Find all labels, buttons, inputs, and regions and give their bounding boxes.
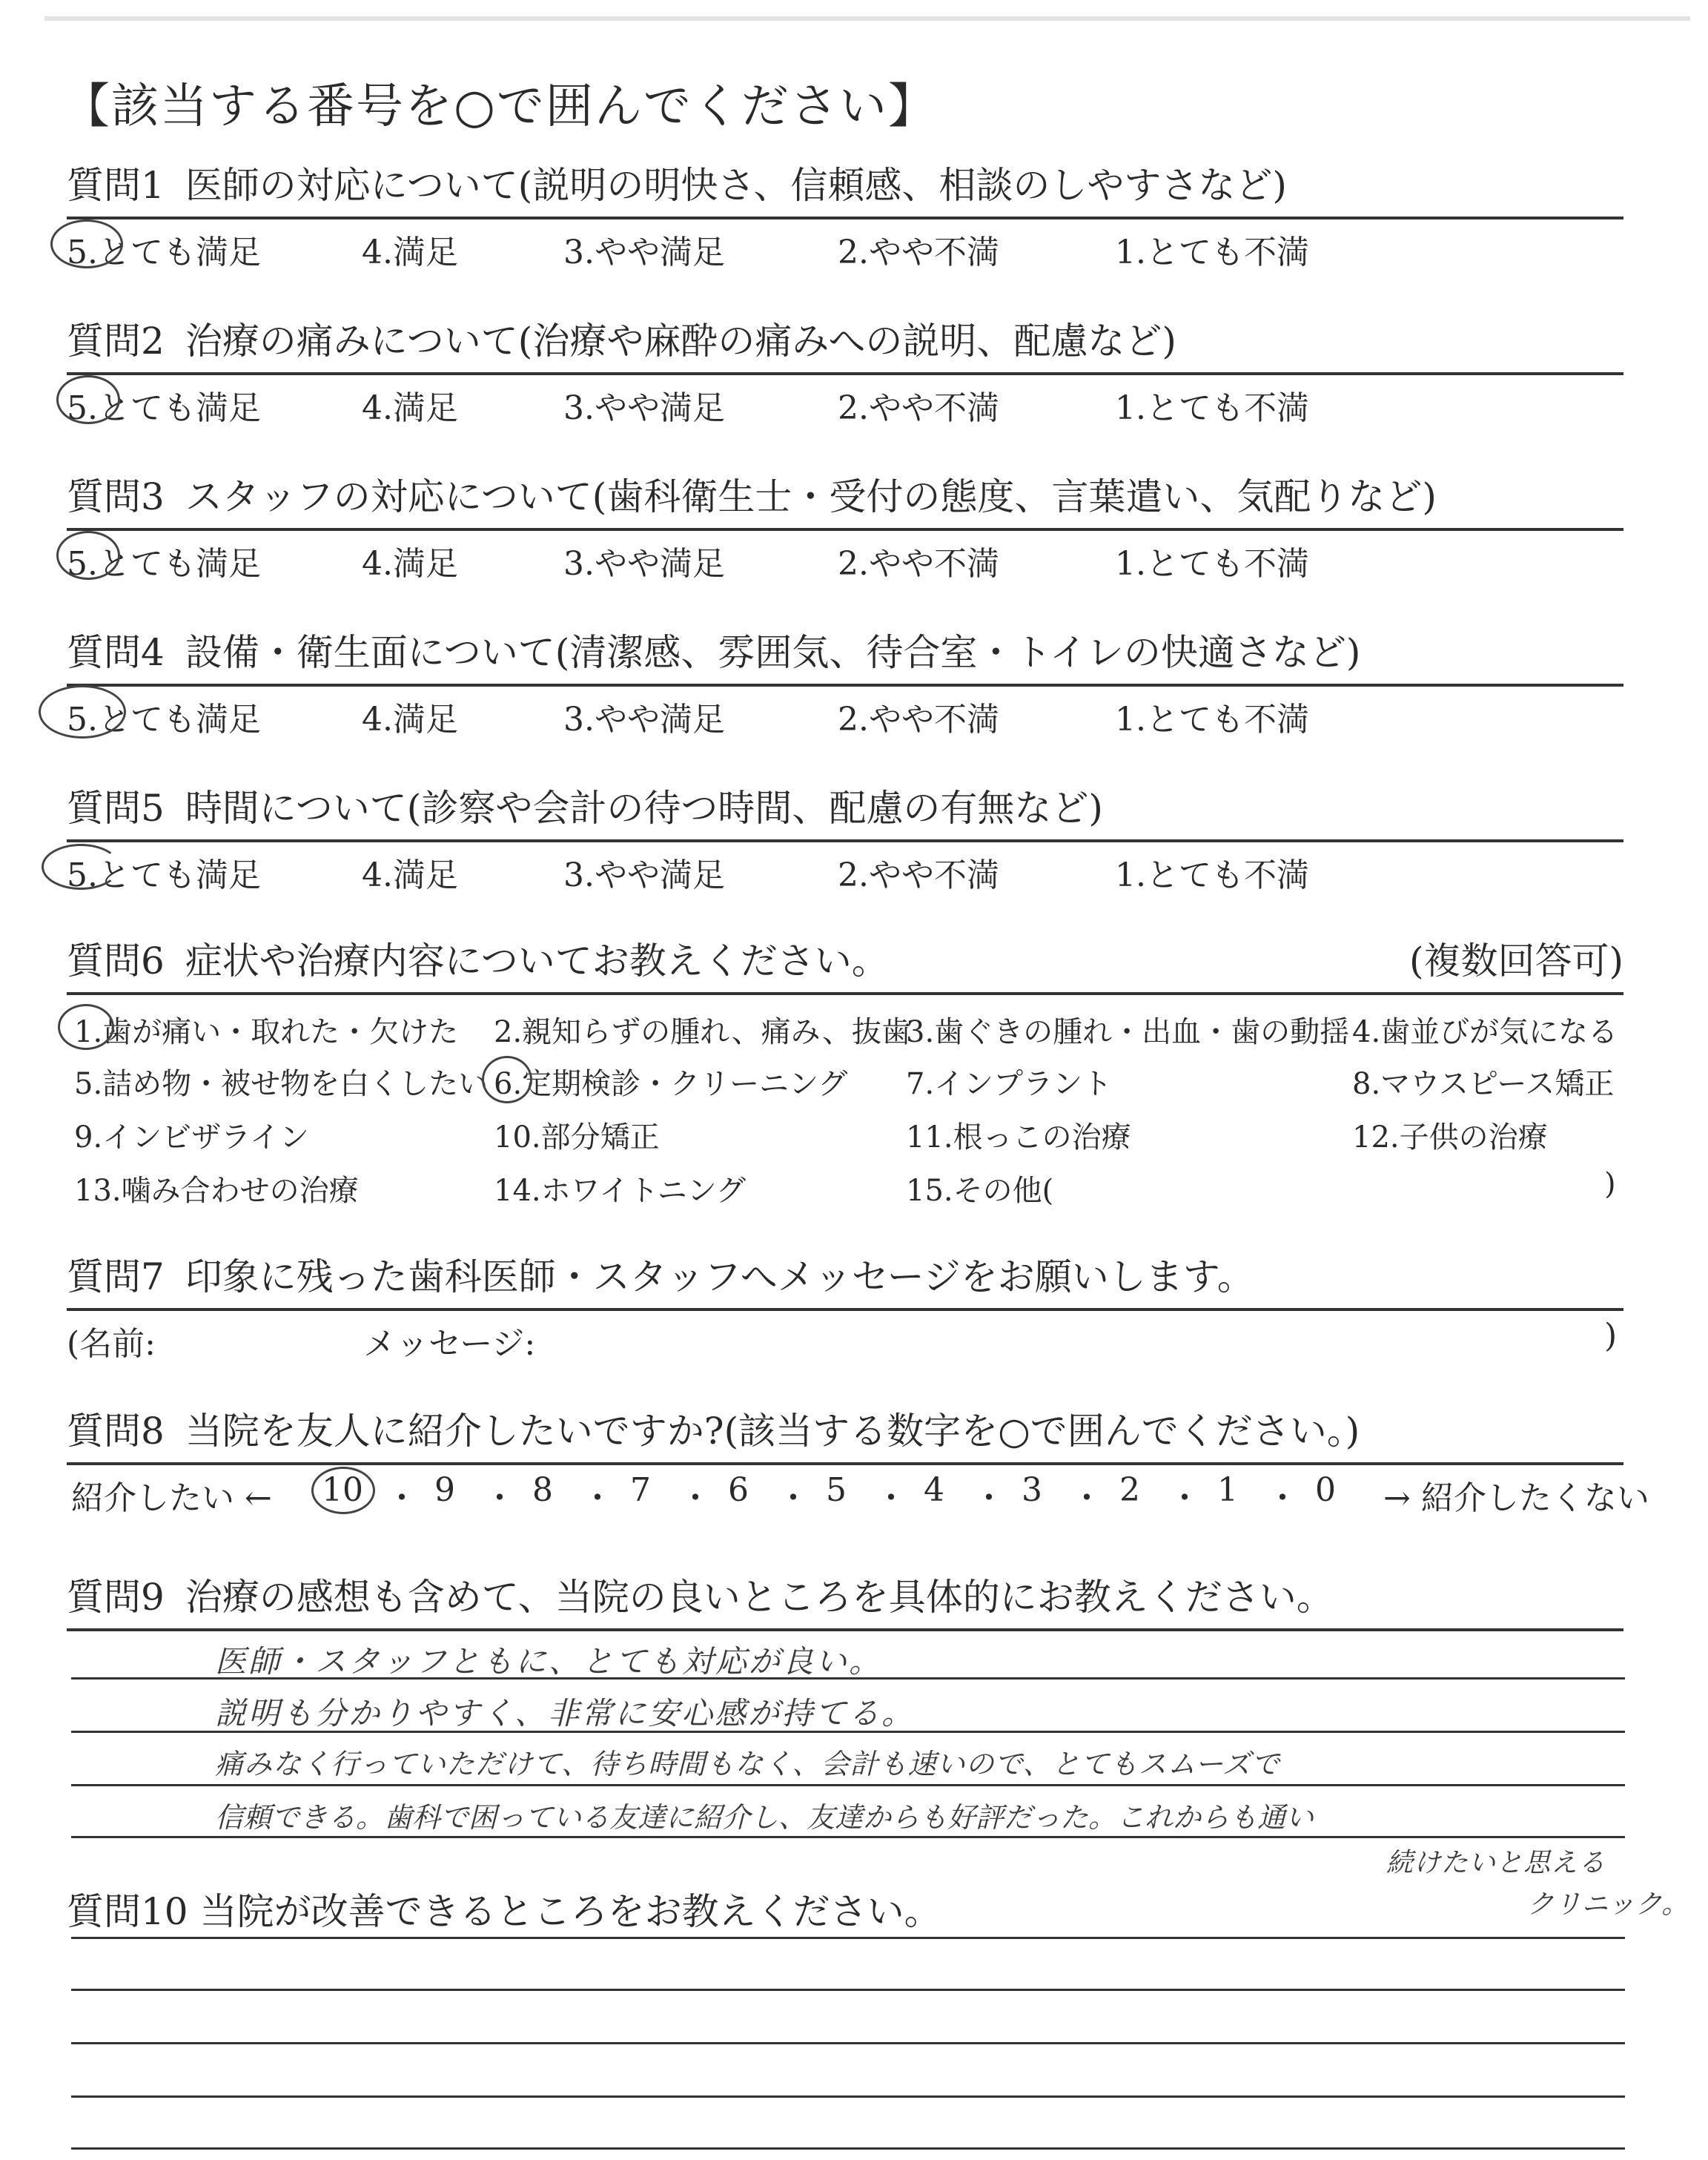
separator-dot: ・ xyxy=(679,1479,712,1517)
other-close-paren: ) xyxy=(1604,1167,1616,1201)
question-label: 質問5 xyxy=(67,787,165,830)
question-7 xyxy=(67,1253,1623,1363)
treatment-options xyxy=(67,995,1623,1210)
score-9[interactable]: 9 xyxy=(434,1471,455,1509)
question-text: 印象に残った歯科医師・スタッフへメッセージをお願いします。 xyxy=(185,1255,1254,1298)
treatment-option-12[interactable]: 12.子供の治療 xyxy=(1352,1120,1548,1155)
option-2[interactable]: 2.やや不満 xyxy=(838,856,999,894)
recommend-left-label: 紹介したい ← xyxy=(71,1479,272,1517)
rating-options xyxy=(67,375,1623,427)
option-5[interactable]: 5.とても満足 xyxy=(67,545,261,583)
answer-line xyxy=(71,2147,1625,2150)
option-1[interactable]: 1.とても不満 xyxy=(1115,856,1309,894)
option-1[interactable]: 1.とても不満 xyxy=(1115,701,1309,739)
treatment-option-15[interactable]: 15.その他( xyxy=(906,1174,1054,1208)
separator-dot: ・ xyxy=(875,1479,907,1517)
answer-line xyxy=(71,2095,1625,2098)
page-title: 【該当する番号を○で囲んでください】 xyxy=(62,79,937,134)
question-label: 質問4 xyxy=(67,631,165,674)
score-10[interactable]: 10 xyxy=(322,1471,363,1509)
question-label: 質問7 xyxy=(67,1255,165,1298)
question-text: 時間について(診察や会計の待つ時間、配慮の有無など) xyxy=(185,787,1103,830)
option-3[interactable]: 3.やや満足 xyxy=(563,701,725,739)
score-5[interactable]: 5 xyxy=(826,1471,847,1509)
treatment-option-11[interactable]: 11.根っこの治療 xyxy=(906,1120,1131,1155)
handwritten-margin-2: クリニック。 xyxy=(1527,1889,1689,1920)
question-3 xyxy=(67,473,1623,583)
option-5[interactable]: 5.とても満足 xyxy=(67,701,261,739)
question-text: スタッフの対応について(歯科衛生士・受付の態度、言葉遣い、気配りなど) xyxy=(185,475,1437,518)
question-5 xyxy=(67,785,1623,894)
treatment-option-4[interactable]: 4.歯並びが気になる xyxy=(1352,1015,1618,1049)
recommend-right-label: → 紹介したくない xyxy=(1383,1479,1649,1517)
handwritten-answer-line-2: 説明も分かりやすく、非常に安心感が持てる。 xyxy=(215,1695,916,1731)
treatment-option-2[interactable]: 2.親知らずの腫れ、痛み、抜歯 xyxy=(494,1015,911,1049)
rating-options xyxy=(67,219,1623,271)
separator-dot: ・ xyxy=(385,1479,418,1517)
recommend-scale xyxy=(67,1465,1649,1517)
answer-line xyxy=(71,1784,1625,1786)
separator-dot: ・ xyxy=(973,1479,1005,1517)
score-2[interactable]: 2 xyxy=(1119,1471,1140,1509)
handwritten-answer-line-3: 痛みなく行っていただけて、待ち時間もなく、会計も速いので、とてもスムーズで xyxy=(215,1748,1280,1780)
close-paren: ) xyxy=(1604,1317,1618,1355)
question-1 xyxy=(67,162,1623,271)
question-9 xyxy=(67,1573,1623,1631)
question-6 xyxy=(67,937,1623,1210)
question-label: 質問1 xyxy=(67,164,165,207)
question-text: 治療の感想も含めて、当院の良いところを具体的にお教えください。 xyxy=(185,1576,1334,1619)
question-text: 治療の痛みについて(治療や麻酔の痛みへの説明、配慮など) xyxy=(185,320,1176,363)
score-6[interactable]: 6 xyxy=(728,1471,749,1509)
answer-line xyxy=(71,2042,1625,2044)
rating-options xyxy=(67,687,1623,739)
question-4 xyxy=(67,629,1623,739)
score-8[interactable]: 8 xyxy=(532,1471,553,1509)
option-4[interactable]: 4.満足 xyxy=(362,389,458,427)
separator-dot: ・ xyxy=(777,1479,810,1517)
treatment-option-13[interactable]: 13.噛み合わせの治療 xyxy=(74,1174,359,1208)
question-label: 質問9 xyxy=(67,1576,165,1619)
option-4[interactable]: 4.満足 xyxy=(362,701,458,739)
handwritten-margin-1: 続けたいと思える xyxy=(1386,1848,1606,1878)
answer-line xyxy=(71,1989,1625,1991)
score-4[interactable]: 4 xyxy=(924,1471,944,1509)
treatment-option-6[interactable]: 6.定期検診・クリーニング xyxy=(494,1067,848,1101)
question-label: 質問2 xyxy=(67,320,165,363)
question-text: 設備・衛生面について(清潔感、雰囲気、待合室・トイレの快適さなど) xyxy=(185,631,1361,674)
treatment-option-8[interactable]: 8.マウスピース矯正 xyxy=(1352,1067,1615,1101)
option-4[interactable]: 4.満足 xyxy=(362,545,458,583)
separator-dot: ・ xyxy=(483,1479,516,1517)
question-text: 当院が改善できるところをお教えください。 xyxy=(199,1890,941,1933)
question-10 xyxy=(67,1888,1475,1935)
treatment-option-3[interactable]: 3.歯ぐきの腫れ・出血・歯の動揺 xyxy=(906,1015,1350,1049)
option-5[interactable]: 5.とても満足 xyxy=(67,234,261,271)
message-label: メッセージ: xyxy=(363,1325,536,1363)
option-3[interactable]: 3.やや満足 xyxy=(563,389,725,427)
question-text: 症状や治療内容についてお教えください。 xyxy=(185,939,889,982)
option-2[interactable]: 2.やや不満 xyxy=(838,545,999,583)
question-text: 医師の対応について(説明の明快さ、信頼感、相談のしやすさなど) xyxy=(185,164,1287,207)
top-border xyxy=(44,16,1690,21)
option-2[interactable]: 2.やや不満 xyxy=(838,234,999,271)
score-3[interactable]: 3 xyxy=(1022,1471,1042,1509)
option-1[interactable]: 1.とても不満 xyxy=(1115,545,1309,583)
option-2[interactable]: 2.やや不満 xyxy=(838,701,999,739)
question-label: 質問8 xyxy=(67,1410,165,1453)
divider xyxy=(67,1628,1623,1631)
option-3[interactable]: 3.やや満足 xyxy=(563,545,725,583)
score-0[interactable]: 0 xyxy=(1315,1471,1336,1509)
treatment-option-5[interactable]: 5.詰め物・被せ物を白くしたい xyxy=(74,1067,489,1101)
multiple-answers-note: (複数回答可) xyxy=(1409,939,1623,982)
answer-line xyxy=(71,1836,1625,1838)
treatment-option-7[interactable]: 7.インプラント xyxy=(906,1067,1113,1101)
answer-line xyxy=(71,1937,1625,1939)
treatment-option-14[interactable]: 14.ホワイトニング xyxy=(494,1174,747,1208)
question-8 xyxy=(67,1407,1649,1517)
treatment-option-9[interactable]: 9.インビザライン xyxy=(74,1120,309,1155)
option-5[interactable]: 5.とても満足 xyxy=(67,856,261,894)
question-2 xyxy=(67,317,1623,427)
treatment-option-10[interactable]: 10.部分矯正 xyxy=(494,1120,660,1155)
option-1[interactable]: 1.とても不満 xyxy=(1115,389,1309,427)
option-3[interactable]: 3.やや満足 xyxy=(563,234,725,271)
handwritten-answer-line-1: 医師・スタッフともに、とても対応が良い。 xyxy=(215,1643,883,1680)
option-5[interactable]: 5.とても満足 xyxy=(67,389,261,427)
handwritten-answer-line-4: 信頼できる。歯科で困っている友達に紹介し、友達からも好評だった。これからも通い xyxy=(215,1801,1314,1834)
score-1[interactable]: 1 xyxy=(1217,1471,1238,1509)
question-label: 質問6 xyxy=(67,939,165,982)
option-2[interactable]: 2.やや不満 xyxy=(838,389,999,427)
separator-dot: ・ xyxy=(1266,1479,1299,1517)
separator-dot: ・ xyxy=(581,1479,614,1517)
rating-options xyxy=(67,531,1623,583)
option-3[interactable]: 3.やや満足 xyxy=(563,856,725,894)
score-7[interactable]: 7 xyxy=(630,1471,651,1509)
option-4[interactable]: 4.満足 xyxy=(362,856,458,894)
rating-options xyxy=(67,842,1623,894)
separator-dot: ・ xyxy=(1070,1479,1103,1517)
treatment-option-1[interactable]: 1.歯が痛い・取れた・欠けた xyxy=(74,1015,459,1049)
option-4[interactable]: 4.満足 xyxy=(362,234,458,271)
question-label: 質問10 xyxy=(67,1890,188,1933)
question-text: 当院を友人に紹介したいですか?(該当する数字を○で囲んでください。) xyxy=(185,1410,1360,1453)
name-label: (名前: xyxy=(67,1325,156,1363)
question-label: 質問3 xyxy=(67,475,165,518)
option-1[interactable]: 1.とても不満 xyxy=(1115,234,1309,271)
separator-dot: ・ xyxy=(1168,1479,1201,1517)
message-row xyxy=(67,1311,1623,1363)
